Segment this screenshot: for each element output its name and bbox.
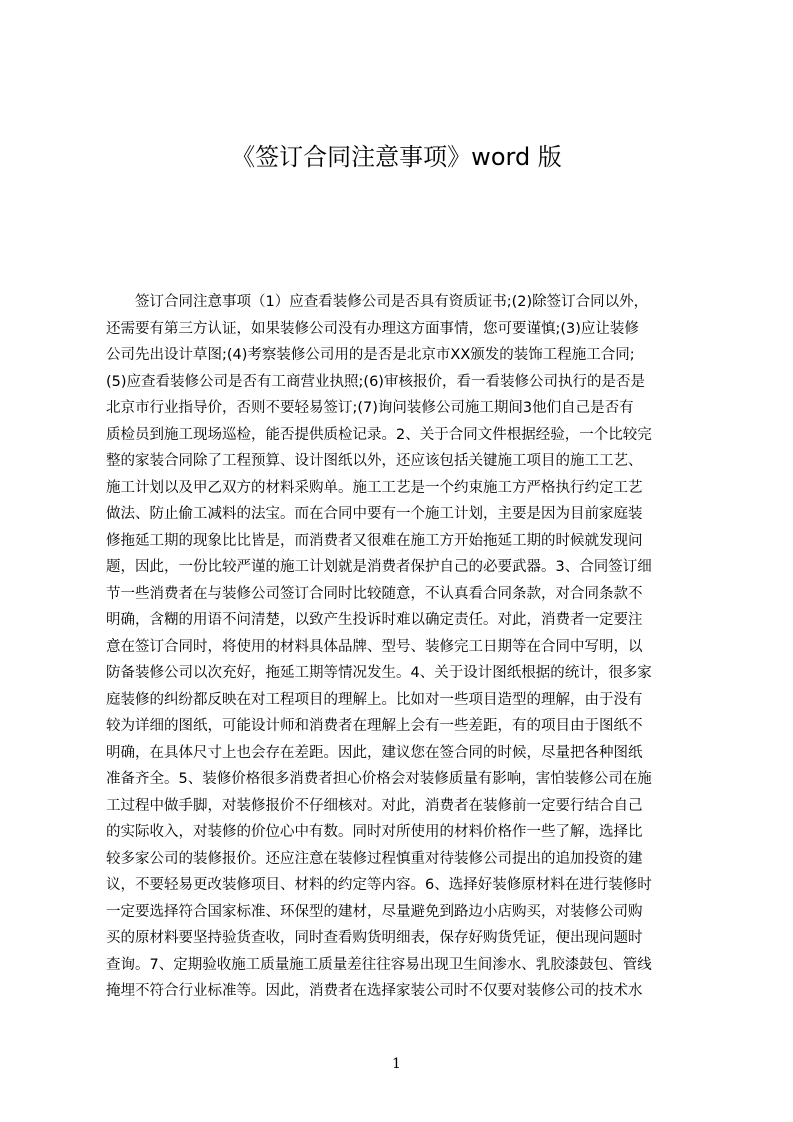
body-line: 准备齐全。5、装修价格很多消费者担心价格会对装修质量有影响，害怕装修公司在施 (106, 771, 652, 787)
body-line: 明确，在具体尺寸上也会存在差距。因此，建议您在签合同的时候，尽量把各种图纸 (106, 744, 643, 761)
body-line: 查询。7、定期验收施工质量施工质量差往往容易出现卫生间渗水、乳胶漆鼓包、管线 (106, 956, 652, 973)
body-line: 较为详细的图纸，可能设计师和消费者在理解上会有一些差距，有的项目由于图纸不 (106, 718, 643, 734)
body-line: 签订合同注意事项（1）应查看装修公司是否具有资质证书;(2)除签订合同以外， (106, 294, 649, 310)
page-number: 1 (392, 1056, 401, 1072)
body-line: 庭装修的纠纷都反映在对工程项目的理解上。比如对一些项目造型的理解，由于没有 (106, 691, 643, 708)
body-line: 工过程中做手脚，对装修报价不仔细核对。对此，消费者在装修前一定要行结合自己 (106, 797, 643, 814)
body-line: 防备装修公司以次充好，拖延工期等情况发生。4、关于设计图纸根据的统计，很多家 (106, 665, 652, 681)
body-line: 较多家公司的装修报价。还应注意在装修过程慎重对待装修公司提出的追加投资的建 (106, 850, 643, 867)
document-body (106, 289, 698, 999)
body-line: 买的原材料要坚持验货查收，同时查看购货明细表，保存好购货凭证，便出现问题时 (106, 930, 643, 946)
body-line: 明确，含糊的用语不问清楚，以致产生投诉时难以确定责任。对此，消费者一定要注 (106, 612, 643, 628)
body-line: 还需要有第三方认证，如果装修公司没有办理这方面事情，您可要谨慎;(3)应让装修 (106, 320, 639, 337)
body-line: 质检员到施工现场巡检，能否提供质检记录。2、关于合同文件根据经验，一个比较完 (106, 426, 652, 443)
document-title: 《签订合同注意事项》word 版 (231, 143, 562, 171)
body-line: 掩埋不符合行业标准等。因此，消费者在选择家装公司时不仅要对装修公司的技术水 (106, 983, 643, 999)
body-line: 意在签订合同时，将使用的材料具体品牌、型号、装修完工日期等在合同中写明，以 (106, 638, 643, 655)
body-line: 公司先出设计草图;(4)考察装修公司用的是否是北京市XX颁发的装饰工程施工合同; (106, 347, 635, 363)
body-line: 做法、防止偷工减料的法宝。而在合同中要有一个施工计划，主要是因为目前家庭装 (106, 506, 643, 522)
body-line: 题，因此，一份比较严谨的施工计划就是消费者保护自己的必要武器。3、合同签订细 (106, 559, 652, 575)
body-line: 议，不要轻易更改装修项目、材料的约定等内容。6、选择好装修原材料在进行装修时 (106, 877, 652, 893)
body-line: 节一些消费者在与装修公司签订合同时比较随意，不认真看合同条款，对合同条款不 (106, 585, 643, 602)
body-line: 施工计划以及甲乙双方的材料采购单。施工工艺是一个约束施工方严格执行约定工艺 (106, 479, 643, 496)
body-line: 的实际收入，对装修的价位心中有数。同时对所使用的材料价格作一些了解，选择比 (106, 824, 643, 840)
body-line: 一定要选择符合国家标准、环保型的建材，尽量避免到路边小店购买，对装修公司购 (106, 903, 643, 920)
body-line: (5)应查看装修公司是否有工商营业执照;(6)审核报价，看一看装修公司执行的是否是 (106, 373, 645, 390)
body-line: 修拖延工期的现象比比皆是，而消费者又很难在施工方开始拖延工期的时候就发现问 (106, 532, 643, 549)
body-line: 北京市行业指导价，否则不要轻易签订;(7)询问装修公司施工期间3他们自己是否有 (106, 400, 634, 416)
body-line: 整的家装合同除了工程预算、设计图纸以外，还应该包括关键施工项目的施工工艺、 (106, 453, 643, 469)
